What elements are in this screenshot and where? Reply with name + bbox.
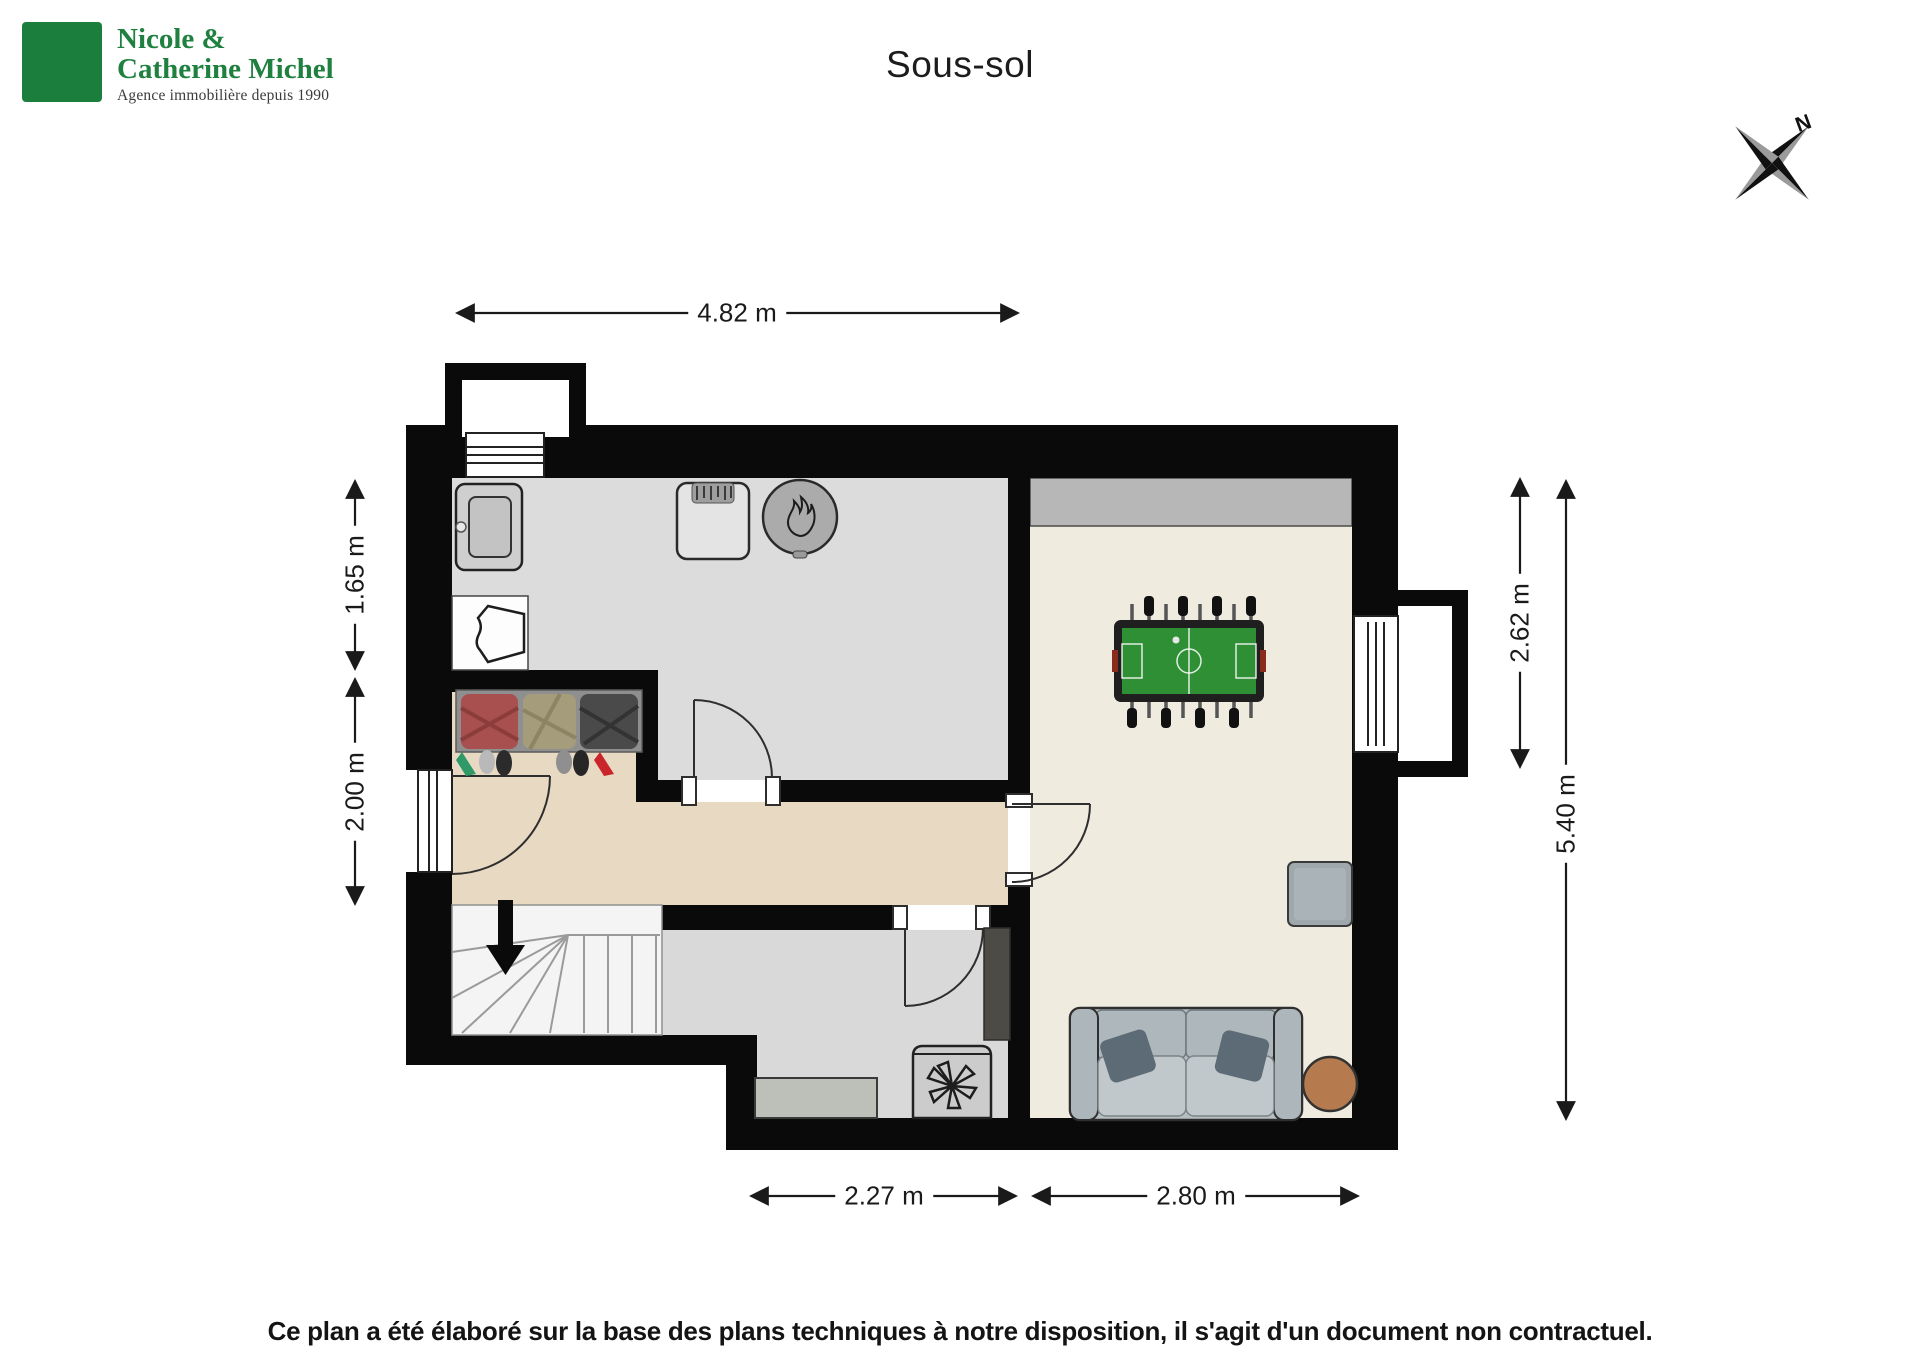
laundry-basket-icon (452, 596, 528, 670)
washing-machine-icon (456, 484, 522, 570)
coat-red (461, 694, 518, 749)
compass-north-label: N (1792, 110, 1815, 137)
window-icon (1354, 616, 1398, 752)
cabinet-icon (984, 928, 1010, 1040)
logo-tagline: Agence immobilière depuis 1990 (117, 86, 330, 104)
dim-left-lower: 2.00 m (340, 743, 371, 841)
dim-top-width: 4.82 m (688, 298, 786, 329)
entrance-door-frame (418, 770, 452, 872)
agency-logo-text (117, 24, 334, 104)
logo-box (22, 22, 102, 102)
water-heater-icon (677, 483, 749, 559)
round-table-icon (1303, 1057, 1357, 1111)
logo-line1: Nicole & (117, 23, 226, 55)
dim-bottom-left: 2.27 m (835, 1181, 933, 1212)
bump-out-interior (1398, 606, 1452, 761)
side-table-icon (1288, 862, 1352, 926)
dim-right-outer: 5.40 m (1551, 765, 1582, 863)
light-well-interior (462, 380, 569, 437)
compass-rose-icon (1698, 89, 1845, 236)
coat-tan (523, 694, 576, 749)
ventilation-fan-icon (913, 1046, 991, 1118)
page-title: Sous-sol (886, 44, 1034, 85)
coat-dark (580, 694, 638, 749)
stairs-down-icon (452, 900, 662, 1035)
disclaimer-text: Ce plan a été élaboré sur la base des plans techniques à notre disposition, il s'agit d'un document non contractuel. (267, 1316, 1653, 1346)
dim-right-inner: 2.62 m (1505, 574, 1536, 672)
dim-left-upper: 1.65 m (340, 526, 371, 624)
counter-icon (755, 1078, 877, 1118)
logo-line2: Catherine Michel (117, 53, 334, 86)
dim-bottom-right: 2.80 m (1147, 1181, 1245, 1212)
game-room-platform (1030, 478, 1352, 526)
window-icon (466, 433, 544, 477)
sofa-icon (1070, 1008, 1302, 1120)
